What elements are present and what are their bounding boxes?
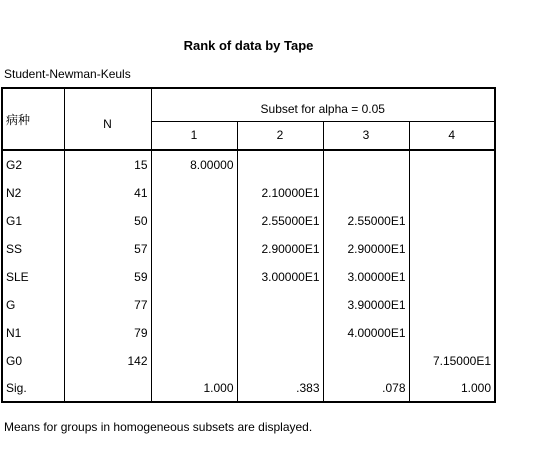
row-subset-3: 2.90000E1 bbox=[323, 235, 409, 263]
test-method-label: Student-Newman-Keuls bbox=[4, 67, 131, 81]
sig-subset-2: .383 bbox=[237, 375, 323, 402]
sig-subset-4: 1.000 bbox=[409, 375, 495, 402]
row-subset-3: 3.00000E1 bbox=[323, 263, 409, 291]
row-label: G bbox=[2, 291, 64, 319]
row-subset-1 bbox=[151, 235, 237, 263]
sig-subset-3: .078 bbox=[323, 375, 409, 402]
row-label: SLE bbox=[2, 263, 64, 291]
row-subset-3: 4.00000E1 bbox=[323, 319, 409, 347]
row-subset-2 bbox=[237, 150, 323, 179]
row-subset-1: 8.00000 bbox=[151, 150, 237, 179]
row-subset-2: 2.10000E1 bbox=[237, 179, 323, 207]
row-label: N2 bbox=[2, 179, 64, 207]
row-subset-3: 3.90000E1 bbox=[323, 291, 409, 319]
table-row bbox=[2, 347, 495, 375]
table-row bbox=[2, 291, 495, 319]
row-subset-4 bbox=[409, 291, 495, 319]
row-n: 50 bbox=[64, 207, 151, 235]
table-row bbox=[2, 263, 495, 291]
row-n: 142 bbox=[64, 347, 151, 375]
row-n: 41 bbox=[64, 179, 151, 207]
row-subset-4: 7.15000E1 bbox=[409, 347, 495, 375]
subset-group-header: Subset for alpha = 0.05 bbox=[151, 88, 495, 121]
row-subset-4 bbox=[409, 150, 495, 179]
row-n: 77 bbox=[64, 291, 151, 319]
significance-row bbox=[2, 375, 495, 402]
table-row bbox=[2, 235, 495, 263]
table-row bbox=[2, 207, 495, 235]
subset-header-2: 2 bbox=[237, 121, 323, 150]
results-table bbox=[1, 87, 496, 403]
table-row bbox=[2, 319, 495, 347]
row-n: 79 bbox=[64, 319, 151, 347]
row-label: G2 bbox=[2, 150, 64, 179]
row-subset-2: 2.55000E1 bbox=[237, 207, 323, 235]
row-subset-2 bbox=[237, 319, 323, 347]
row-subset-2: 2.90000E1 bbox=[237, 235, 323, 263]
row-subset-3 bbox=[323, 347, 409, 375]
row-label: G0 bbox=[2, 347, 64, 375]
table-title: Rank of data by Tape bbox=[183, 38, 314, 53]
row-subset-2 bbox=[237, 291, 323, 319]
subset-header-1: 1 bbox=[151, 121, 237, 150]
row-subset-4 bbox=[409, 207, 495, 235]
row-label: SS bbox=[2, 235, 64, 263]
row-subset-4 bbox=[409, 319, 495, 347]
sig-label: Sig. bbox=[2, 375, 64, 402]
row-subset-2 bbox=[237, 347, 323, 375]
table-footnote: Means for groups in homogeneous subsets are displayed. bbox=[4, 420, 313, 434]
table-row bbox=[2, 179, 495, 207]
row-label-header: 病种 bbox=[2, 88, 64, 150]
row-subset-4 bbox=[409, 263, 495, 291]
row-subset-1 bbox=[151, 179, 237, 207]
row-subset-4 bbox=[409, 235, 495, 263]
row-subset-1 bbox=[151, 347, 237, 375]
row-subset-1 bbox=[151, 207, 237, 235]
row-n: 57 bbox=[64, 235, 151, 263]
row-subset-1 bbox=[151, 319, 237, 347]
subset-header-4: 4 bbox=[409, 121, 495, 150]
row-subset-1 bbox=[151, 263, 237, 291]
row-subset-1 bbox=[151, 291, 237, 319]
row-n: 59 bbox=[64, 263, 151, 291]
row-subset-2: 3.00000E1 bbox=[237, 263, 323, 291]
n-header: N bbox=[64, 88, 151, 150]
row-label: G1 bbox=[2, 207, 64, 235]
subset-header-3: 3 bbox=[323, 121, 409, 150]
sig-subset-1: 1.000 bbox=[151, 375, 237, 402]
row-n: 15 bbox=[64, 150, 151, 179]
row-subset-3 bbox=[323, 150, 409, 179]
row-label: N1 bbox=[2, 319, 64, 347]
row-subset-3 bbox=[323, 179, 409, 207]
row-subset-3: 2.55000E1 bbox=[323, 207, 409, 235]
row-subset-4 bbox=[409, 179, 495, 207]
sig-n bbox=[64, 375, 151, 402]
table-row bbox=[2, 150, 495, 179]
